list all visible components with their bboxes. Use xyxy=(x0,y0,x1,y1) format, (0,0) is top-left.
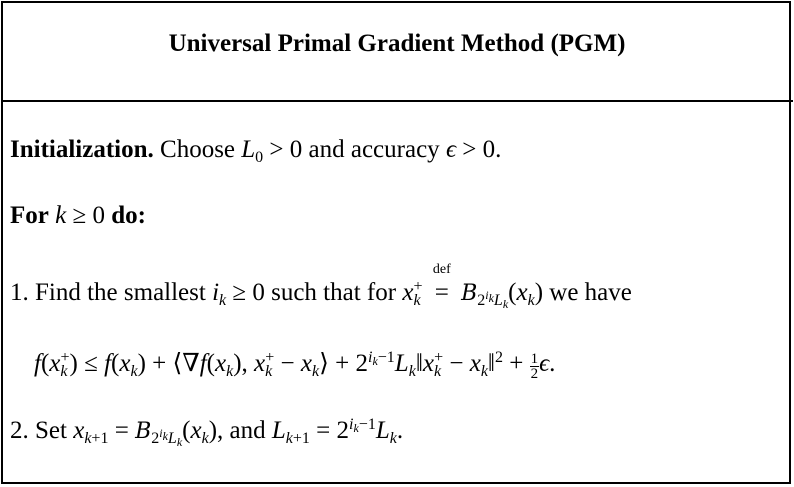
initialization-label: Initialization. xyxy=(10,136,154,163)
algorithm-box xyxy=(1,1,791,484)
definition-symbol: def = xyxy=(432,262,451,306)
for-loop-line xyxy=(10,202,146,230)
step-1-line: 1. Find the smallest $i_k \ge 0$ such that for $x_k^+$ def = $B_{2^{i_k}L_k}(x_k)$ we have xyxy=(10,262,632,311)
one-half-fraction: $\frac{1}{2}$ xyxy=(530,351,539,382)
step-2-line: 2. Set $x_{k+1} = B_{2^{i_k}L_k}(x_k)$, and $L_{k+1} = 2^{i_k-1}L_k$. xyxy=(10,416,404,449)
initialization-line xyxy=(10,136,501,164)
for-label: For xyxy=(10,202,49,229)
loop-condition: k ≥ 0 xyxy=(55,202,105,229)
initialization-text: Choose $L_0 > 0$ and accuracy ϵ > 0. xyxy=(160,136,502,166)
step-1-inequality: $f(x_k^+) \le f(x_k)$ + $⟨\nabla f(x_k)$, $x_k^+$ − $x_k⟩$ + $2^{i_k-1}L_k‖x_k^+$ − $x_k‖^2$ + $\frac{1}{2}$ ϵ. xyxy=(34,349,556,382)
title-divider xyxy=(1,100,793,102)
do-label: do: xyxy=(111,202,146,229)
algorithm-title: Universal Primal Gradient Method (PGM) xyxy=(168,30,626,57)
